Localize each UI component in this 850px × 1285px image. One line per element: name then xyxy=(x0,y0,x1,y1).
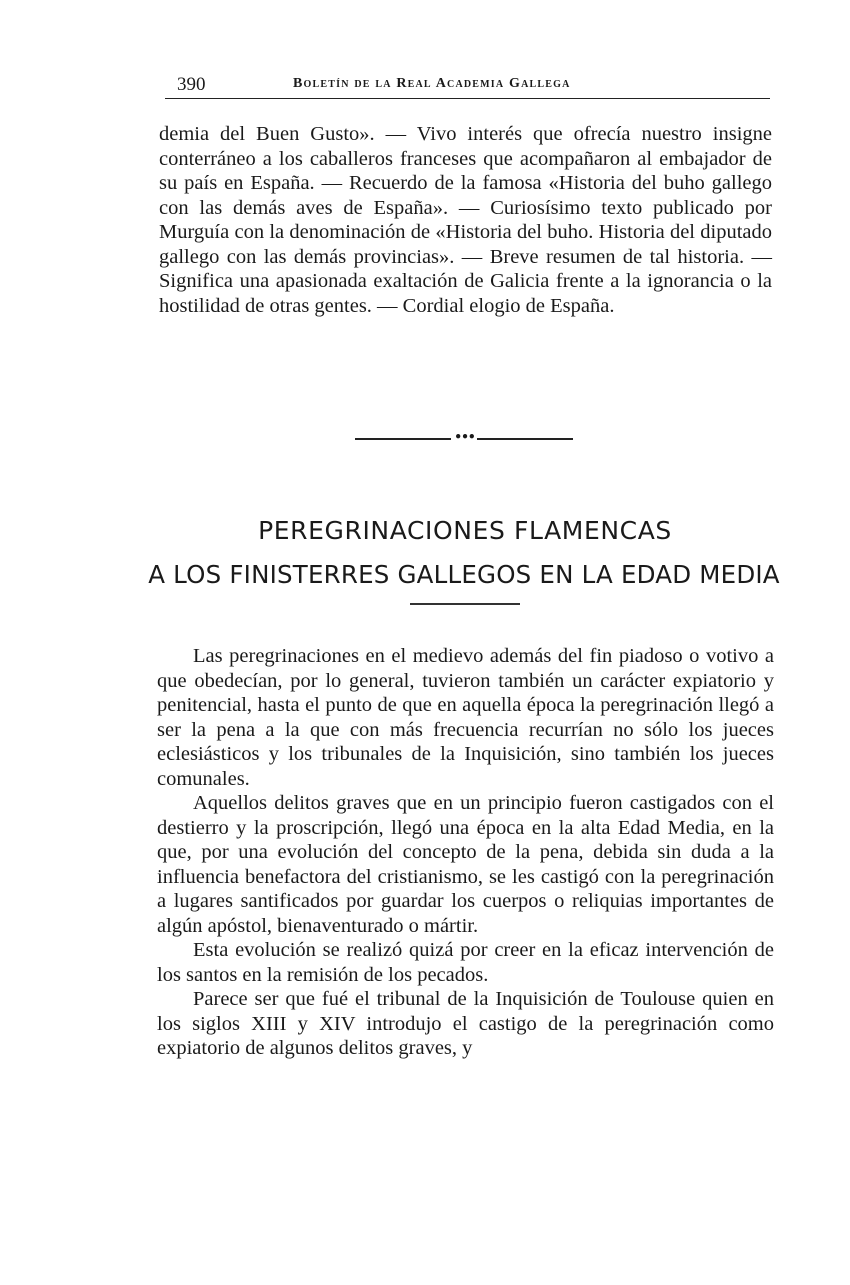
paragraph-2: Aquellos delitos graves que en un principio fueron castigados con el destierro y la proscripción, llegó una época en la alta Edad Media, en la que, por una evolución del concepto de la pena, debida sin duda a la influencia benefactora del cristianismo, se les castigó con la peregrinación a lugares santificados por guardar los cuerpos o reliquias importantes de algún apóstol, bienaventurado o mártir. xyxy=(157,792,774,937)
page-header xyxy=(165,72,770,99)
title-underline xyxy=(410,603,520,605)
paragraph-1: Las peregrinaciones en el medievo además del fin piadoso o votivo a que obedecían, por lo general, tuvieron también un carácter expiatorio y penitencial, hasta el punto de que en aquella época la peregrinación llegó a ser la pena a la que con más frecuencia recurrían no sólo los jueces eclesiásticos y los tribunales de la Inquisición, sino también los jueces comunales. xyxy=(157,645,774,790)
running-title: Boletín de la Real Academia Gallega xyxy=(293,76,571,91)
ornament-dots: ••• xyxy=(453,428,475,446)
chapter-summary: demia del Buen Gusto». — Vivo interés que ofrecía nuestro insigne conterráneo a los caballeros franceses que acompañaron al embajador de su país en España. — Recuerdo de la famosa «Historia del buho gallego con las demás aves de España». — Curiosísimo texto publicado por Murguía con la denominación de «Historia del buho. Historia del diputado gallego con las demás provincias». — Breve resumen de tal historia. — Significa una apasionada exaltación de Galicia frente a la ignorancia o la hostilidad de otras gentes. — Cordial elogio de España. xyxy=(159,123,772,317)
page-number: 390 xyxy=(177,74,206,95)
section-ornament xyxy=(355,428,573,446)
ornament-line-right xyxy=(477,438,573,440)
ornament-line-left xyxy=(355,438,451,440)
paragraph-3: Esta evolución se realizó quizá por creer en la eficaz intervención de los santos en la remisión de los pecados. xyxy=(157,939,774,986)
article-body xyxy=(157,644,774,1061)
article-title-line2: A LOS FINISTERRES GALLEGOS EN LA EDAD MEDIA xyxy=(148,560,780,589)
paragraph-4: Parece ser que fué el tribunal de la Inquisición de Toulouse quien en los siglos XIII y XIV introdujo el castigo de la peregrinación como expiatorio de algunos delitos graves, y xyxy=(157,988,774,1059)
article-title-line1: PEREGRINACIONES FLAMENCAS xyxy=(258,516,672,545)
